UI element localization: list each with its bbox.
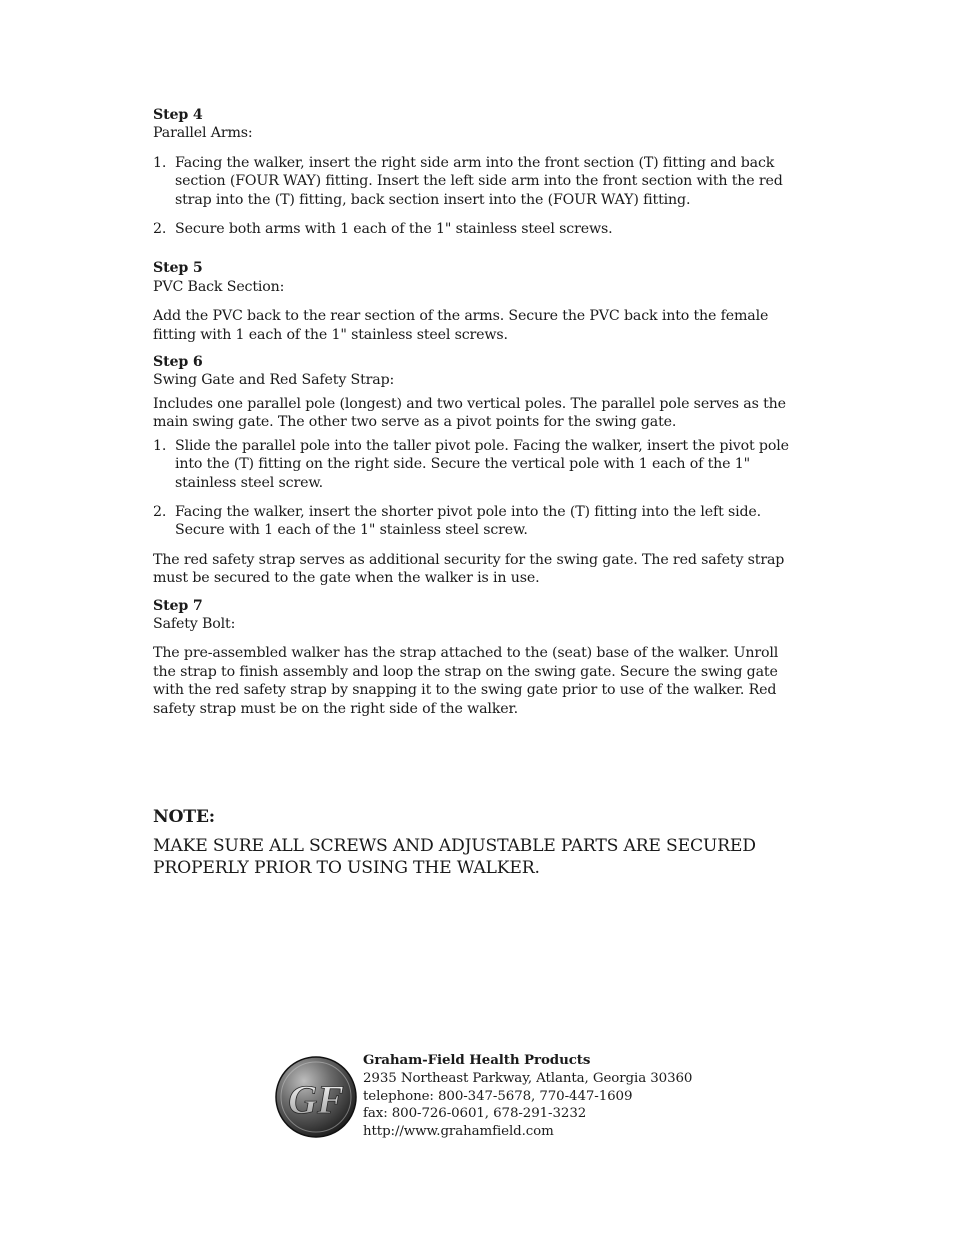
step-6-intro: Includes one parallel pole (longest) and two vertical poles. The parallel pole serves as the main swing gate. The other two serve as a pivot points for the swing gate. [153, 395, 786, 431]
svg-text:GF: GF [288, 1077, 344, 1122]
list-text: Secure both arms with 1 each of the 1" stainless steel screws. [175, 221, 613, 238]
step-5-subtitle: PVC Back Section: [153, 278, 285, 295]
step-7-subtitle: Safety Bolt: [153, 615, 236, 632]
step-4-title: Step 4 [153, 107, 203, 123]
step-5-paragraph: Add the PVC back to the rear section of the arms. Secure the PVC back into the female fitting with 1 each of the 1" stainless steel screws. [153, 308, 769, 343]
note-text: MAKE SURE ALL SCREWS AND ADJUSTABLE PARTS ARE SECURED PROPERLY PRIOR TO USING THE WALKER. [153, 836, 756, 878]
step-4-list [153, 154, 798, 239]
list-number: 1. [153, 437, 167, 454]
step-6-title: Step 6 [153, 354, 203, 371]
note-title: NOTE: [153, 807, 215, 827]
company-name: Graham-Field Health Products [363, 1052, 591, 1068]
list-item [153, 154, 798, 209]
step-4-section [153, 106, 798, 238]
company-telephone: telephone: 800-347-5678, 770-447-1609 [363, 1088, 633, 1104]
step-7-section [153, 597, 798, 718]
list-item [153, 437, 798, 492]
step-4-subtitle: Parallel Arms: [153, 125, 253, 142]
list-number: 2. [153, 503, 167, 520]
step-7-paragraph: The pre-assembled walker has the strap attached to the (seat) base of the walker. Unroll the strap to finish assembly and loop the strap on the swing gate. Secure the swing gate with the red safety strap by snapping it to the swing gate prior to use of the walker. Red safety strap must be on the right side of the walker. [153, 645, 779, 717]
step-5-section [153, 259, 798, 344]
step-5-title: Step 5 [153, 260, 203, 277]
list-number: 2. [153, 221, 167, 238]
footer-contact [363, 1052, 692, 1141]
instructions-body [153, 106, 798, 718]
step-6-outro: The red safety strap serves as additional security for the swing gate. The red safety strap must be secured to the gate when the walker is in use. [153, 551, 785, 587]
list-text: Facing the walker, insert the right side arm into the front section (T) fitting and back section (FOUR WAY) fitting. Insert the left side arm into the front section with the red strap into the (T) fitting, back section insert into the (FOUR WAY) fitting. [175, 154, 783, 208]
company-fax: fax: 800-726-0601, 678-291-3232 [363, 1106, 587, 1122]
graham-field-logo [274, 1055, 358, 1139]
company-footer [274, 1052, 734, 1144]
list-text: Facing the walker, insert the shorter pivot pole into the (T) fitting into the left side. Secure with 1 each of the 1" stainless steel screw. [175, 503, 762, 539]
note-block [153, 806, 798, 879]
step-6-subtitle: Swing Gate and Red Safety Strap: [153, 372, 395, 389]
step-7-title: Step 7 [153, 597, 203, 614]
step-6-section [153, 353, 798, 587]
list-item [153, 220, 798, 238]
list-item [153, 503, 798, 540]
list-text: Slide the parallel pole into the taller pivot pole. Facing the walker, insert the pivot pole into the (T) fitting on the right side. Secure the vertical pole with 1 each of the 1" stainless steel screw. [175, 437, 789, 491]
step-6-list [153, 437, 798, 540]
company-website[interactable]: http://www.grahamfield.com [363, 1124, 554, 1140]
list-number: 1. [153, 154, 167, 171]
company-address: 2935 Northeast Parkway, Atlanta, Georgia 30360 [363, 1070, 693, 1086]
